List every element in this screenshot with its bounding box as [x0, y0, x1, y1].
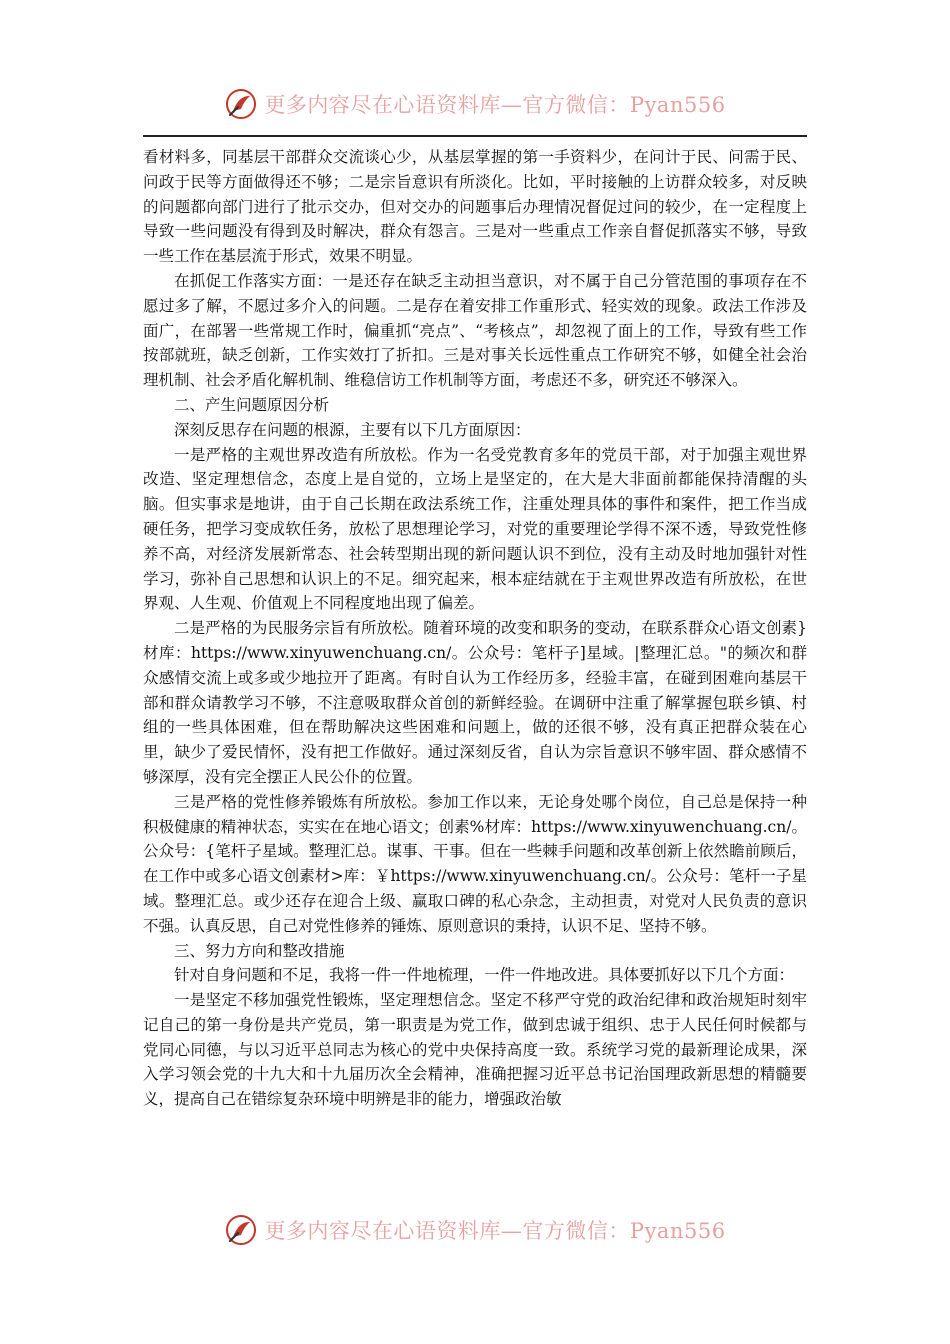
- paragraph-7: 针对自身问题和不足，我将一件一件地梳理，一件一件地改进。具体要抓好以下几个方面：: [174, 966, 795, 985]
- paragraph-2: 在抓促工作落实方面：一是还存在缺乏主动担当意识，对不属于自己分管范围的事项存在不愿过多了解，不愿过多介入的问题。二是存在着安排工作重形式、轻实效的现象。政法工作涉及面广，在部署一些常规工作时，偏重抓“亮点”、“考核点”，却忽视了面上的工作，导致有些工作按部就班，缺乏创新，工作实效打了折扣。三是对事关长远性重点工作研究不够，如健全社会治理机制、社会矛盾化解机制、维稳信访工作机制等方面，考虑还不多，研究还不够深入。: [143, 271, 807, 390]
- section-heading-3: 三、努力方向和整改措施: [174, 941, 345, 960]
- paragraph-6: 三是严格的党性修养锻炼有所放松。参加工作以来，无论身处哪个岗位，自己总是保持一种积极健康的精神状态，实实在在地心语文；创素%材库：https://www.xinyuwenchuang.cn/。公众号：{笔杆子星域。整理汇总。谋事、干事。但在一些棘手问题和改革创新上依然瞻前顾后，在工作中或多心语文创素材>库：￥https://www.xinyuwenchuang.cn/。公众号：笔杆一子星域。整理汇总。或少还存在迎合上级、赢取口碑的私心杂念，主动担责，对党对人民负责的意识不强。认真反思，自己对党性修养的锤炼、原则意识的秉持，认识不足、坚持不够。: [143, 792, 807, 935]
- brand-logo-icon: [224, 87, 258, 121]
- header-banner: [0, 82, 950, 126]
- paragraph-5: 二是严格的为民服务宗旨有所放松。随着环境的改变和职务的变动，在联系群众心语文创素}材库：https://www.xinyuwenchuang.cn/。公众号：笔杆子]星域。|整理汇总。"的频次和群众感情交流上或多或少地拉开了距离。有时自认为工作经历多，经验丰富，在碰到困难向基层干部和群众请教学习不够，不注意吸取群众首创的新鲜经验。在调研中注重了解掌握包联乡镇、村组的一些具体困难，但在帮助解决这些困难和问题上，做的还很不够，没有真正把群众装在心里，缺少了爱民情怀，没有把工作做好。通过深刻反省，自认为宗旨意识不够牢固、群众感情不够深厚，没有完全摆正人民公仆的位置。: [143, 619, 807, 786]
- header-divider: [143, 135, 807, 137]
- paragraph-1: 看材料多，同基层干部群众交流谈心少，从基层掌握的第一手资料少，在问计于民、问需于民、问政于民等方面做得还不够；二是宗旨意识有所淡化。比如，平时接触的上访群众较多，对反映的问题都向部门进行了批示交办，但对交办的问题事后办理情况督促过问的较少，在一定程度上导致一些问题没有得到及时解决，群众有怨言。三是对一些重点工作亲自督促抓落实不够，导致一些工作在基层流于形式，效果不明显。: [143, 148, 807, 266]
- section-heading-2: 二、产生问题原因分析: [174, 395, 330, 414]
- document-body: [143, 145, 807, 1112]
- paragraph-4: 一是严格的主观世界改造有所放松。作为一名受党教育多年的党员干部，对于加强主观世界改造、坚定理想信念，态度上是自觉的，立场上是坚定的，在大是大非面前都能保持清醒的头脑。但实事求是地讲，由于自己长期在政法系统工作，注重处理具体的事件和案件，把工作当成硬任务，把学习变成软任务，放松了思想理论学习，对党的重要理论学得不深不透，导致党性修养不高，对经济发展新常态、社会转型期出现的新问题认识不到位，没有主动及时地加强针对性学习，弥补自己思想和认识上的不足。细究起来，根本症结就在于主观世界改造有所放松，在世界观、人生观、价值观上不同程度地出现了偏差。: [143, 445, 807, 613]
- header-banner-text: 更多内容尽在心语资料库—官方微信：Pyan556: [264, 93, 726, 117]
- brand-logo-icon: [224, 1213, 258, 1247]
- paragraph-8: 一是坚定不移加强党性锻炼，坚定理想信念。坚定不移严守党的政治纪律和政治规矩时刻牢记自己的第一身份是共产党员，第一职责是为党工作，做到忠诚于组织、忠于人民任何时候都与党同心同德，与以习近平总同志为核心的党中央保持高度一致。系统学习党的最新理论成果，深入学习领会党的十九大和十九届历次全会精神，准确把握习近平总书记治国理政新思想的精髓要义，提高自己在错综复杂环境中明辨是非的能力，增强政治敏: [143, 991, 807, 1109]
- footer-banner: [0, 1208, 950, 1252]
- paragraph-3: 深刻反思存在问题的根源，主要有以下几方面原因：: [174, 420, 531, 439]
- footer-banner-text: 更多内容尽在心语资料库—官方微信：Pyan556: [264, 1219, 726, 1243]
